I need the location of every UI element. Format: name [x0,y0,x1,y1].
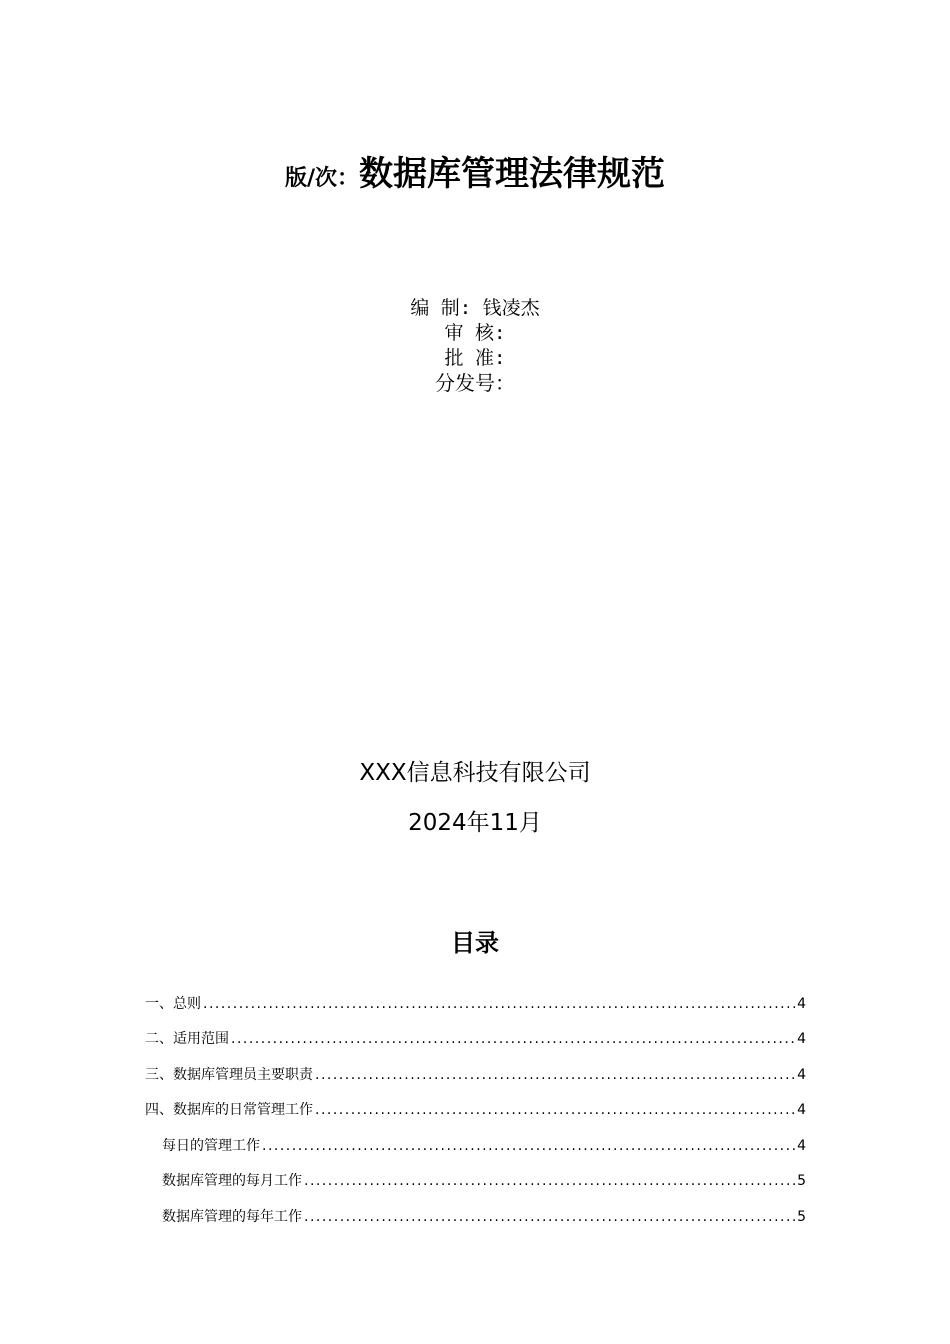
toc-entry-page: 4 [797,1102,806,1118]
approver-line: 批 准: [444,347,506,369]
toc-entry-label: 一、总则 [145,995,201,1012]
title-main: 数据库管理法律规范 [359,154,666,194]
toc-entry-page: 5 [797,1173,806,1189]
toc-title: 目录 [451,929,499,957]
toc-subentry[interactable] [145,1191,806,1227]
editor-line: 编 制: 钱凌杰 [410,297,540,319]
toc-leader [231,1029,795,1049]
toc-entry-label: 二、适用范围 [145,1031,229,1047]
toc-entry-page: 4 [797,995,806,1012]
toc-entry-page: 4 [797,1066,806,1083]
toc-entry-page: 4 [797,1031,806,1047]
document-date: 2024年11月 [408,810,542,836]
toc-entry-label: 数据库管理的每月工作 [162,1173,302,1189]
toc-leader [315,1100,795,1120]
toc-entry[interactable] [145,1049,806,1085]
toc-leader [203,994,795,1014]
title-prefix: 版/次： [284,166,360,191]
toc-entry-label: 数据库管理的每年工作 [162,1208,302,1225]
toc-entry[interactable] [145,1085,806,1121]
toc-entry-label: 三、数据库管理员主要职责 [145,1066,313,1083]
toc-entry-page: 5 [797,1208,806,1225]
toc-entry-label: 四、数据库的日常管理工作 [145,1102,313,1118]
toc-subentry[interactable] [145,1156,806,1192]
toc-leader [315,1065,795,1085]
reviewer-line: 审 核: [444,322,506,344]
toc-entry-label: 每日的管理工作 [162,1137,260,1154]
distribution-line: 分发号： [435,371,515,395]
signoff-block [0,296,950,396]
toc-subentry[interactable] [145,1120,806,1156]
company-name: XXX信息科技有限公司 [359,760,591,786]
toc-leader [262,1136,795,1156]
toc-entry[interactable] [145,978,806,1014]
table-of-contents [145,978,806,1227]
document-title [0,146,950,195]
toc-leader [304,1207,795,1227]
toc-entry[interactable] [145,1014,806,1050]
toc-entry-page: 4 [797,1137,806,1154]
toc-leader [304,1171,795,1191]
